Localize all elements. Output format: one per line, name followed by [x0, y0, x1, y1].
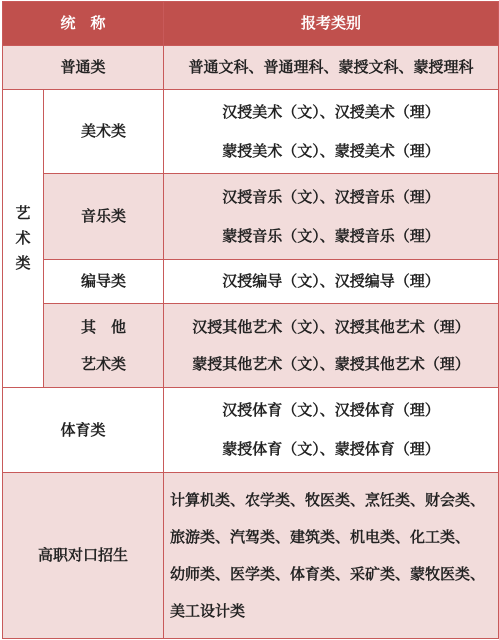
qita-line-1: 汉授其他艺术（文）、汉授其他艺术（理） [192, 317, 470, 336]
meishu-line-1: 汉授美术（文）、汉授美术（理） [222, 102, 440, 121]
putong-items: 普通文科、普通理科、蒙授文科、蒙授理科 [164, 46, 499, 90]
tiyu-line-1: 汉授体育（文）、汉授体育（理） [222, 401, 440, 419]
header-row [3, 2, 499, 46]
biandao-name: 编导类 [44, 260, 164, 304]
row-biandao [3, 260, 499, 304]
yinyue-line-2: 蒙授音乐（文）、蒙授音乐（理） [222, 226, 440, 245]
header-general-name: 统 称 [3, 2, 164, 46]
row-putong [3, 46, 499, 90]
biandao-items [164, 260, 499, 304]
yinyue-name: 音乐类 [44, 174, 164, 260]
row-gaozhi [3, 473, 499, 639]
row-meishu [3, 90, 499, 174]
qita-name-line-2: 艺术类 [81, 354, 127, 373]
gaozhi-items [164, 473, 499, 639]
header-exam-category: 报考类别 [164, 2, 499, 46]
meishu-name: 美术类 [44, 90, 164, 174]
qita-name [44, 304, 164, 388]
yishu-char-1: 艺 [15, 204, 31, 222]
row-qita [3, 304, 499, 388]
gaozhi-line-4: 美工设计类 [170, 601, 246, 620]
tiyu-items [164, 388, 499, 473]
meishu-items [164, 90, 499, 174]
row-yinyue [3, 174, 499, 260]
tiyu-line-2: 蒙授体育（文）、蒙授体育（理） [222, 440, 440, 458]
row-tiyu [3, 388, 499, 473]
yinyue-line-1: 汉授音乐（文）、汉授音乐（理） [222, 187, 440, 206]
gaozhi-line-2: 旅游类、汽驾类、建筑类、机电类、化工类、 [170, 527, 471, 546]
tiyu-name: 体育类 [3, 388, 164, 473]
yishu-char-3: 类 [15, 254, 31, 272]
gaozhi-line-1: 计算机类、农学类、牧医类、烹饪类、财会类、 [170, 490, 486, 509]
putong-name: 普通类 [3, 46, 164, 90]
exam-category-table [2, 1, 499, 639]
biandao-line-1: 汉授编导（文）、汉授编导（理） [222, 272, 440, 290]
qita-name-line-1: 其 他 [81, 317, 127, 336]
qita-items [164, 304, 499, 388]
yishu-char-2: 术 [15, 229, 31, 247]
meishu-line-2: 蒙授美术（文）、蒙授美术（理） [222, 141, 440, 160]
gaozhi-name: 高职对口招生 [3, 473, 164, 639]
yishu-label [3, 90, 44, 388]
yinyue-items [164, 174, 499, 260]
gaozhi-line-3: 幼师类、医学类、体育类、采矿类、蒙牧医类、 [170, 564, 486, 583]
qita-line-2: 蒙授其他艺术（文）、蒙授其他艺术（理） [192, 354, 470, 373]
